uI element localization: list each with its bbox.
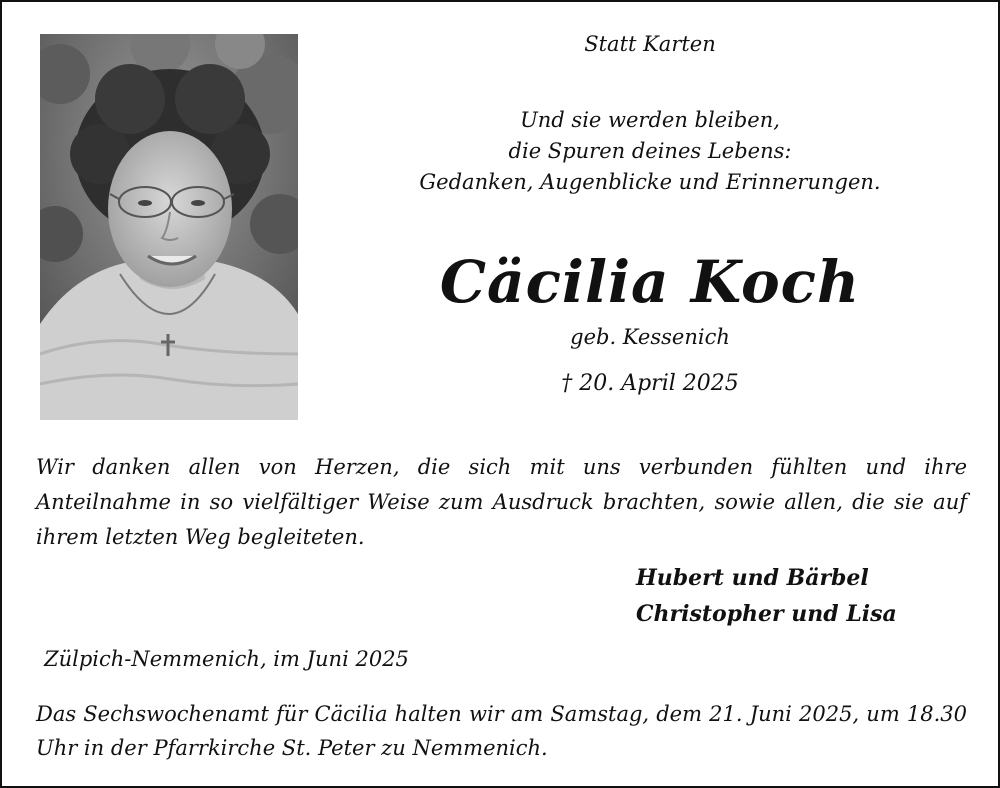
deceased-name: Cäcilia Koch bbox=[439, 248, 861, 316]
verse-line: die Spuren deines Lebens: bbox=[508, 139, 792, 163]
portrait-photo bbox=[40, 34, 298, 420]
place-date: Zülpich-Nemmenich, im Juni 2025 bbox=[44, 647, 409, 671]
statt-karten-header: Statt Karten bbox=[584, 32, 716, 56]
thanks-paragraph: Wir danken allen von Herzen, die sich mit uns verbunden fühlten und ihre Anteilnahme in so vielfältiger Weise zum Ausdruck brachten, sowie allen, die sie auf ihrem letzten Weg begleiteten. bbox=[36, 455, 967, 549]
service-paragraph: Das Sechswochenamt für Cäcilia halten wir am Samstag, dem 21. Juni 2025, um 18.30 Uhr in der Pfarrkirche St. Peter zu Nemmenich. bbox=[36, 702, 967, 760]
memorial-verse bbox=[300, 105, 1000, 198]
signer-line: Hubert und Bärbel bbox=[636, 565, 869, 591]
verse-line: Und sie werden bleiben, bbox=[520, 108, 780, 132]
signers bbox=[636, 560, 897, 632]
death-date: † 20. April 2025 bbox=[561, 371, 739, 396]
maiden-name: geb. Kessenich bbox=[570, 325, 730, 349]
verse-line: Gedanken, Augenblicke und Erinnerungen. bbox=[419, 170, 881, 194]
signer-line: Christopher und Lisa bbox=[636, 601, 897, 627]
